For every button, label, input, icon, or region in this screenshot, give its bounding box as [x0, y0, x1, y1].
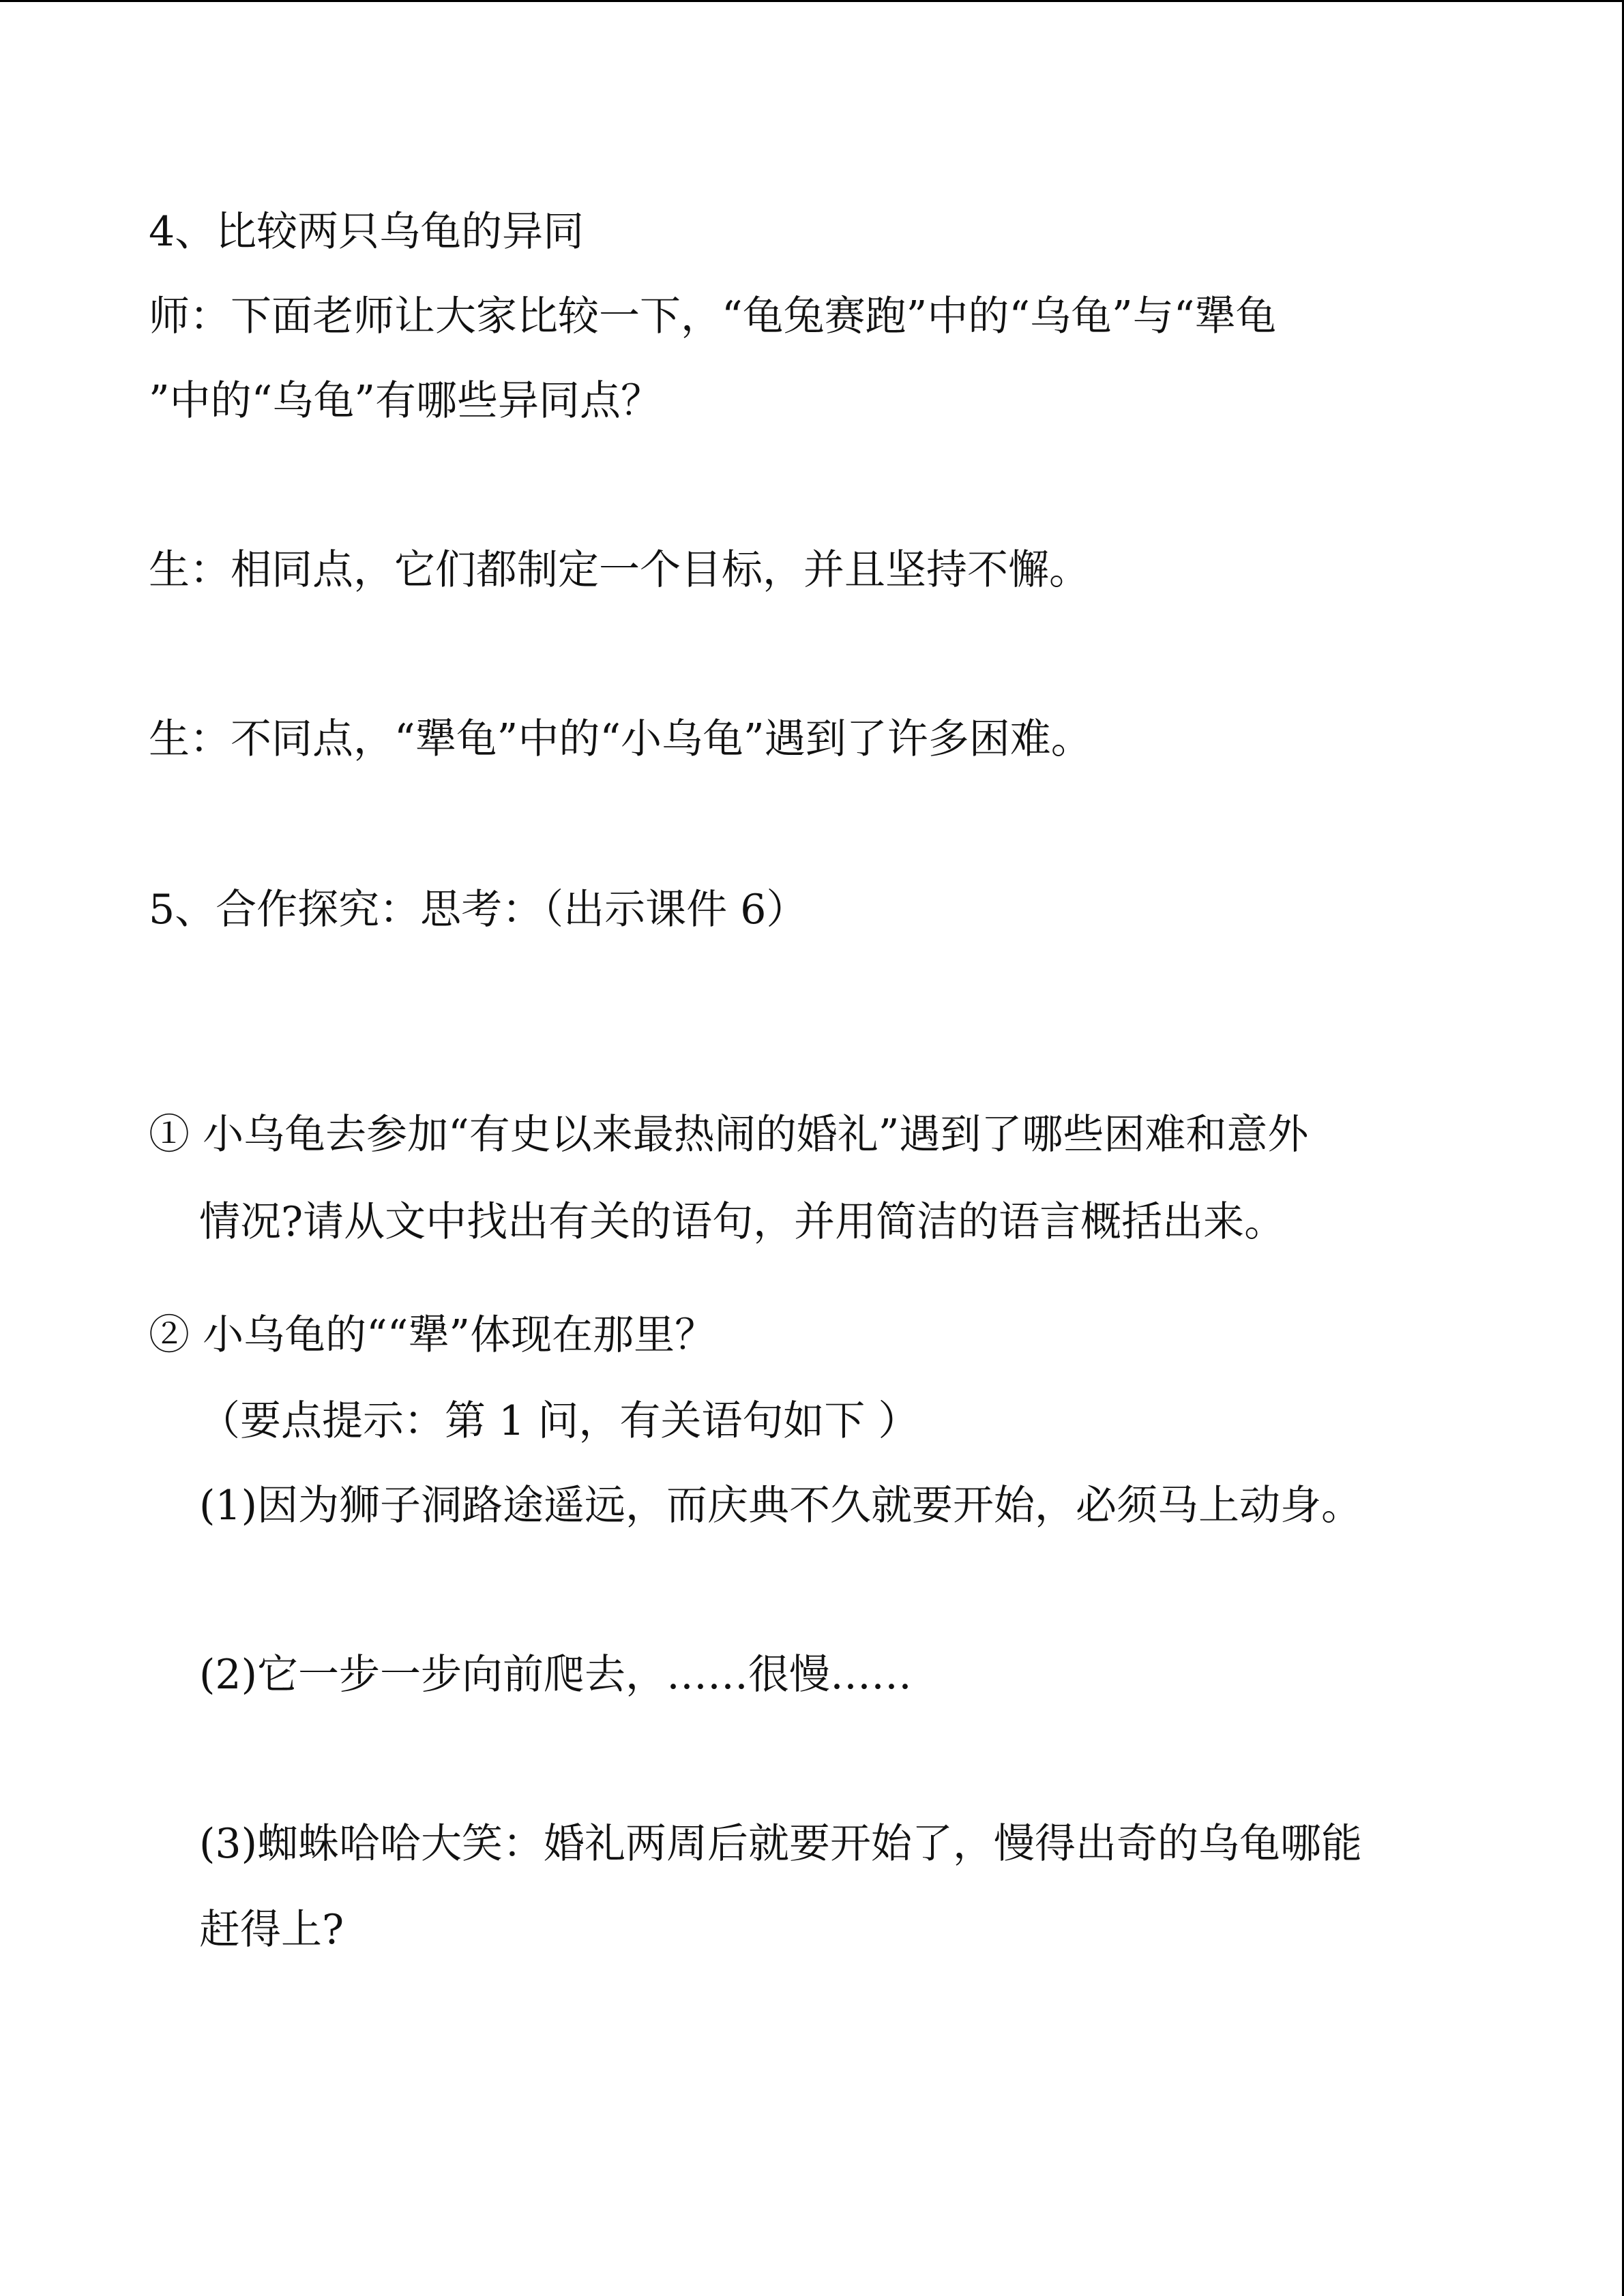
hint-item-3-line-1: (3)蜘蛛哈哈大笑：婚礼两周后就要开始了，慢得出奇的乌龟哪能: [199, 1820, 1362, 1868]
question-1-line-1: ① 小乌龟去参加“有史以来最热闹的婚礼”遇到了哪些困难和意外: [149, 1111, 1309, 1159]
student-answer-difference: 生：不同点，“犟龟”中的“小乌龟”遇到了许多困难。: [149, 715, 1092, 763]
student-answer-similarity: 生：相同点，它们都制定一个目标，并且坚持不懈。: [149, 546, 1090, 594]
section-4-heading: 4、比较两只乌龟的异同: [149, 208, 585, 256]
teacher-question-line-1: 师：下面老师让大家比较一下，“龟兔赛跑”中的“乌龟”与“犟龟: [149, 293, 1277, 340]
section-5-heading: 5、合作探究：思考：（出示课件 6）: [149, 886, 808, 934]
hint-item-1: (1)因为狮子洞路途遥远，而庆典不久就要开始，必须马上动身。: [199, 1482, 1362, 1530]
teacher-question-line-2: ”中的“乌龟”有哪些异同点？: [149, 377, 662, 425]
question-1-line-2: 情况?请从文中找出有关的语句，并用简洁的语言概括出来。: [199, 1198, 1286, 1246]
question-2: ② 小乌龟的““犟”体现在那里？: [149, 1311, 716, 1359]
page-top-border: [0, 0, 1624, 2]
hint-heading: （要点提示：第 1 问，有关语句如下 ）: [199, 1397, 919, 1445]
hint-item-2: (2)它一步一步向前爬去，……很慢……: [199, 1651, 912, 1699]
hint-item-3-line-2: 赶得上?: [199, 1906, 344, 1954]
